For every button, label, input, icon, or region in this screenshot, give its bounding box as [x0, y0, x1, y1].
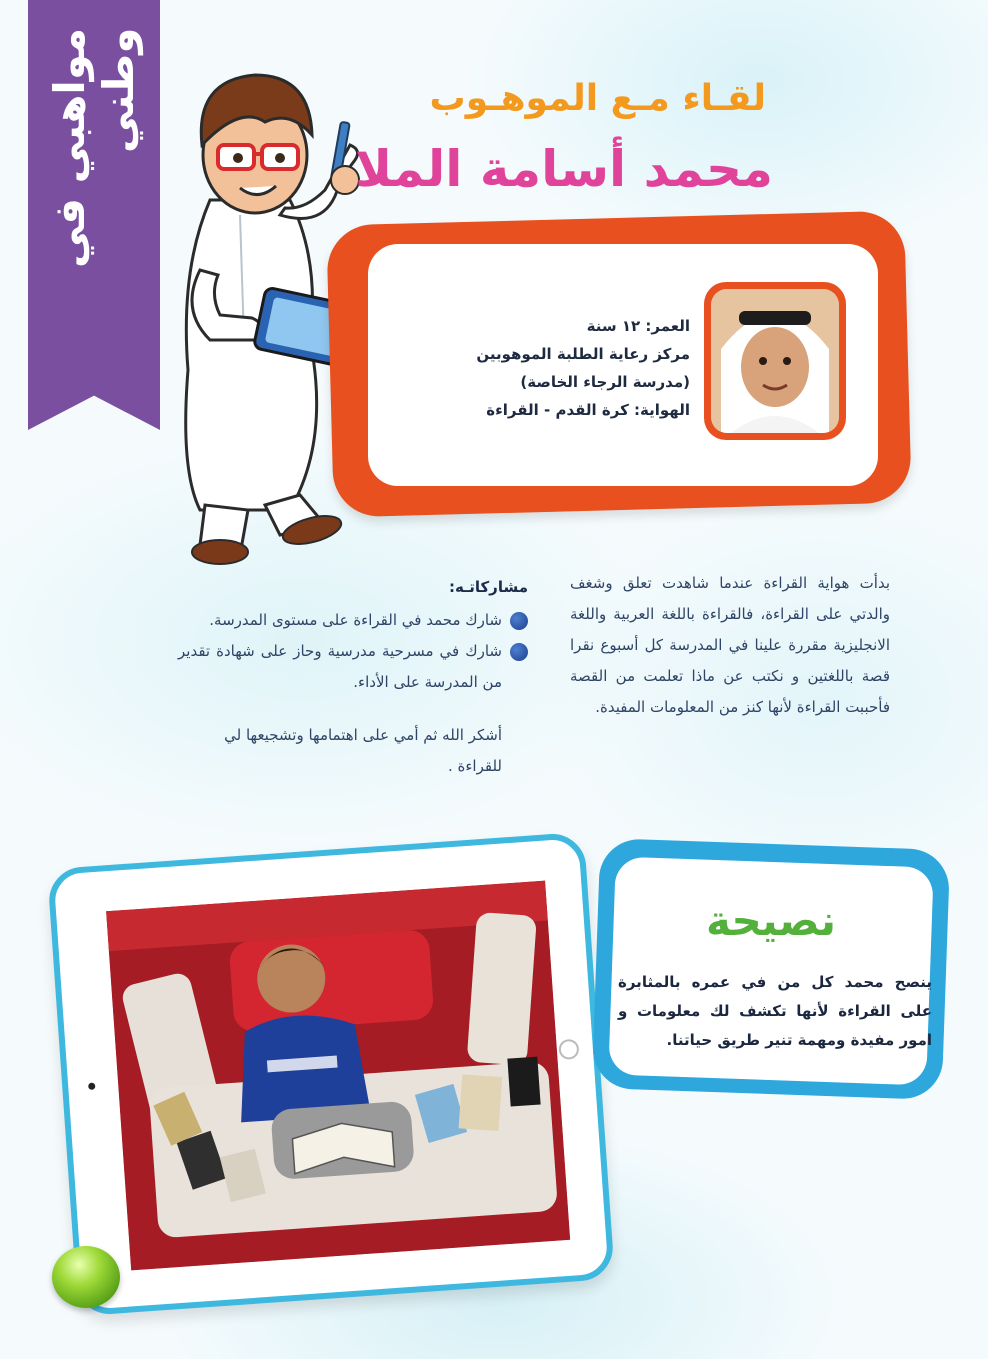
bullet-icon	[510, 612, 528, 630]
profile-age: العمر: ١٢ سنة	[586, 317, 690, 335]
tablet-camera-dot	[88, 1082, 95, 1089]
reading-photo	[106, 881, 570, 1271]
tablet-home-button	[558, 1039, 579, 1060]
green-ball-decoration	[52, 1246, 120, 1308]
profile-center: مركز رعاية الطلبة الموهوبين	[476, 345, 690, 363]
list-item-text: شارك محمد في القراءة على مستوى المدرسة.	[209, 611, 502, 629]
student-name-title: محمد أسامة الملا	[355, 140, 773, 198]
participations-section	[178, 572, 528, 782]
tablet-photo-frame	[47, 832, 615, 1316]
list-item	[178, 605, 528, 636]
profile-hobby: الهواية: كرة القدم - القراءة	[486, 401, 690, 419]
list-item	[178, 636, 528, 698]
interview-subtitle: لقـاء مـع الموهـوب	[429, 78, 766, 119]
bio-paragraph: بدأت هواية القراءة عندما شاهدت تعلق وشغف والدتي على القراءة، فالقراءة باللغة العربية واللغة الانجليزية مقررة علينا في المدرسة كل أسبوع نقرا قصة باللغتين و نكتب عن ماذا تعلمت من القصة فأحببت القراءة لأنها كنز من المعلومات المفيدة.	[570, 574, 890, 716]
participations-title: مشاركاتـه:	[448, 578, 528, 596]
advice-text: ينصح محمد كل من في عمره بالمثابرة على القراءة لأنها تكشف لك معلومات و امور مفيدة ومهمة تنير طريق حياتنا.	[618, 973, 932, 1049]
advice-title: نصيحة	[705, 896, 837, 945]
profile-photo-frame	[704, 282, 846, 440]
list-item-text: شارك في مسرحية مدرسية وحاز على شهادة تقدير من المدرسة على الأداء.	[178, 642, 502, 691]
thanks-note: أشكر الله ثم أمي على اهتمامها وتشجيعها لي للقراءة .	[224, 726, 502, 775]
profile-photo	[711, 289, 839, 433]
ribbon-label: مواهبي في وطني	[45, 28, 143, 269]
profile-school: (مدرسة الرجاء الخاصة)	[520, 373, 690, 391]
profile-details	[390, 312, 690, 424]
bullet-icon	[510, 643, 528, 661]
